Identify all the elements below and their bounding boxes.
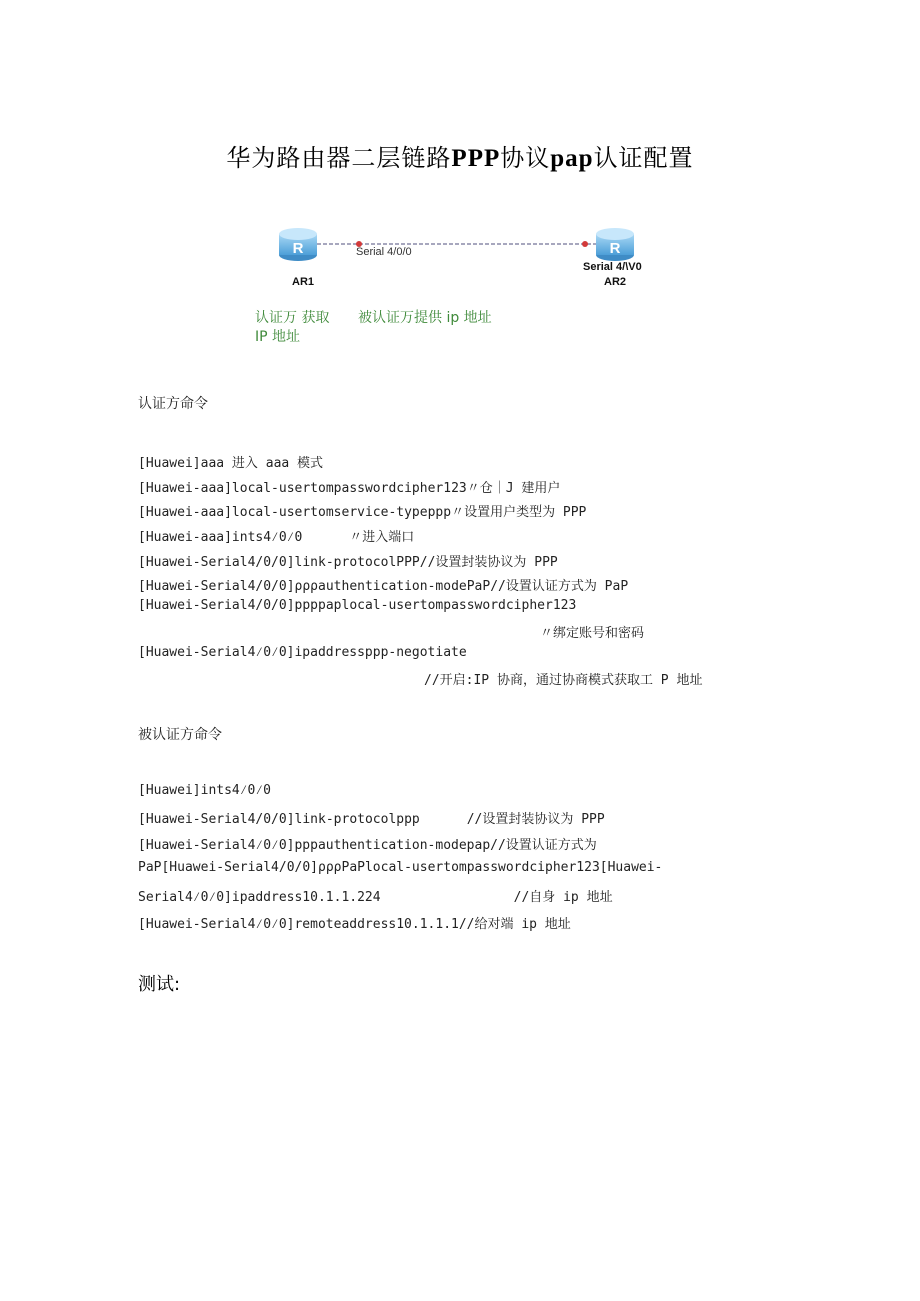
peer-cmd-6: [Huawei-Serial4⁄0⁄0]remoteaddress10.1.1.1//给对端 ip 地址 (138, 917, 571, 932)
auth-cmd-5: [Huawei-Serial4/0/0]link-protocolPPP//设置封装协议为 PPP (138, 555, 558, 570)
title-part-1: 华为路由器二层链路 (226, 144, 452, 172)
auth-cmd-2: [Huawei-aaa]local-usertompasswordcipher123〃仓｜J 建用户 (138, 481, 561, 496)
auth-cmd-4: [Huawei-aaa]ints4⁄0⁄0 〃进入端口 (138, 530, 415, 545)
auth-cmd-7-comment: 〃绑定账号和密码 (540, 626, 645, 641)
authenticated-heading: 被认证方命令 (138, 727, 222, 743)
title-part-4: pap (550, 145, 594, 172)
peer-cmd-5: Serial4⁄0⁄0]ipaddress10.1.1.224 //自身 ip 地址 (138, 890, 613, 905)
auth-cmd-7: [Huawei-Serial4/0/0]ppppaplocal-usertompasswordcipher123 (138, 598, 577, 613)
network-topology-diagram (270, 222, 660, 292)
caption-authenticated: 被认证万提供 ip 地址 (358, 310, 492, 326)
ar2-interface-label: Serial 4/\V0 (583, 261, 642, 273)
svg-text:R: R (609, 240, 621, 257)
peer-cmd-2: [Huawei-Serial4/0/0]link-protocolppp //设置封装协议为 PPP (138, 812, 605, 827)
ar2-label: AR2 (604, 276, 627, 288)
auth-cmd-8: [Huawei-Serial4⁄0⁄0]ipaddressppp-negotiate (138, 645, 467, 660)
title-part-5: 认证配置 (593, 144, 694, 172)
caption-authenticator-line-2: IP 地址 (255, 329, 301, 345)
peer-cmd-1: [Huawei]ints4⁄0⁄0 (138, 783, 272, 798)
peer-cmd-3: [Huawei-Serial4⁄0⁄0]pppauthentication-modepap//设置认证方式为 (138, 838, 597, 853)
router-ar2-icon (596, 228, 634, 261)
title-part-3: 协议 (500, 144, 551, 172)
title-part-2: PPP (451, 145, 501, 172)
caption-authenticator-line-1: 认证万 获取 (255, 310, 330, 326)
ar1-label: AR1 (292, 276, 315, 288)
page-title (0, 138, 920, 173)
auth-cmd-3: [Huawei-aaa]local-usertomservice-typeppp〃设置用户类型为 PPP (138, 505, 587, 520)
topology-svg (270, 222, 660, 292)
auth-cmd-6: [Huawei-Serial4/0/0]ρρρauthentication-modePaP//设置认证方式为 PaP (138, 579, 629, 594)
ar1-interface-label: Serial 4/0/0 (356, 246, 412, 258)
peer-cmd-4: PaP[Huawei-Serial4/0/0]ρρρPaPlocal-usertompasswordcipher123[Huawei- (138, 860, 663, 875)
authenticator-heading: 认证方命令 (138, 396, 208, 412)
svg-text:R: R (292, 240, 304, 257)
caption-authenticator (255, 309, 329, 347)
link-endpoint-ar2 (582, 241, 588, 247)
test-heading: 测试: (138, 974, 181, 995)
auth-cmd-8-comment: //开启:IP 协商，通过协商模式获取工 P 地址 (424, 673, 703, 688)
router-ar1-icon (279, 228, 317, 261)
auth-cmd-1: [Huawei]aaa 进入 aaa 模式 (138, 456, 324, 471)
